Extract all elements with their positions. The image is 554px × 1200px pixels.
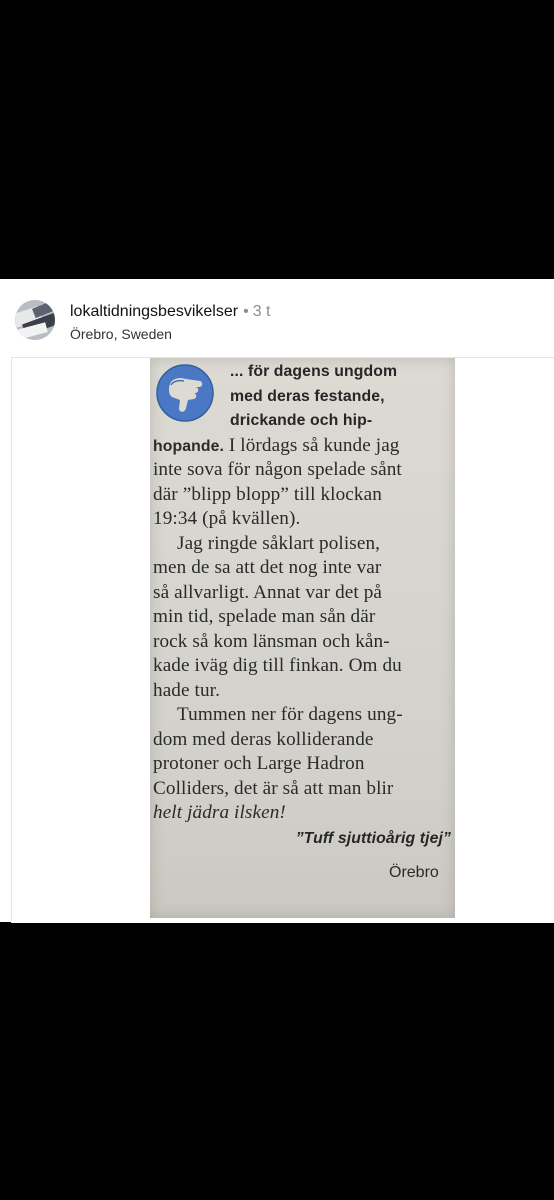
clipping-line: med deras festande, (230, 387, 385, 405)
clipping-line: protoner och Large Hadron (153, 753, 365, 774)
clipping-line: ... för dagens ungdom (230, 363, 398, 380)
clipping-signature: ”Tuff sjuttioårig tjej” (295, 829, 451, 847)
avatar[interactable] (15, 300, 55, 340)
clipping-line: så allvarligt. Annat var det på (153, 581, 383, 603)
clipping-line: Jag ringde såklart polisen, (177, 532, 381, 554)
clipping-city: Örebro (389, 864, 439, 881)
clipping-line: helt jädra ilsken! (153, 802, 286, 823)
clipping-line: kade iväg dig till finkan. Om du (153, 655, 402, 676)
clipping-line: inte sova för någon spelade sånt (153, 459, 402, 480)
clipping-line: Colliders, det är så att man blir (153, 777, 394, 799)
clipping-line: men de sa att det nog inte var (153, 557, 382, 578)
clipping-line: dom med deras kolliderande (153, 728, 374, 750)
post-header (0, 279, 554, 349)
location-link[interactable]: Örebro, Sweden (70, 326, 172, 342)
avatar-image (15, 300, 55, 340)
clipping-line-bold-part: hopande. (153, 437, 225, 455)
separator-dot: • (243, 303, 249, 320)
account-line (70, 301, 271, 323)
newspaper-clipping-image[interactable] (150, 358, 455, 918)
clipping-line: drickande och hip- (230, 412, 373, 429)
post-time[interactable]: 3 t (252, 303, 271, 320)
account-name-link[interactable]: lokaltidningsbesvikelser (70, 303, 239, 320)
clipping-line: min tid, spelade man sån där (153, 606, 376, 627)
clipping-line: 19:34 (på kvällen). (153, 508, 301, 529)
clipping-line: Tummen ner för dagens ung- (177, 704, 403, 725)
clipping-line: där ”blipp blopp” till klockan (153, 483, 382, 505)
clipping-text (153, 358, 453, 852)
clipping-line-regular-part: I lördags så kunde jag (228, 434, 400, 456)
clipping-line-mixed (153, 434, 453, 459)
clipping-line: rock så kom länsman och kån- (153, 630, 390, 652)
clipping-line: hade tur. (153, 679, 220, 701)
